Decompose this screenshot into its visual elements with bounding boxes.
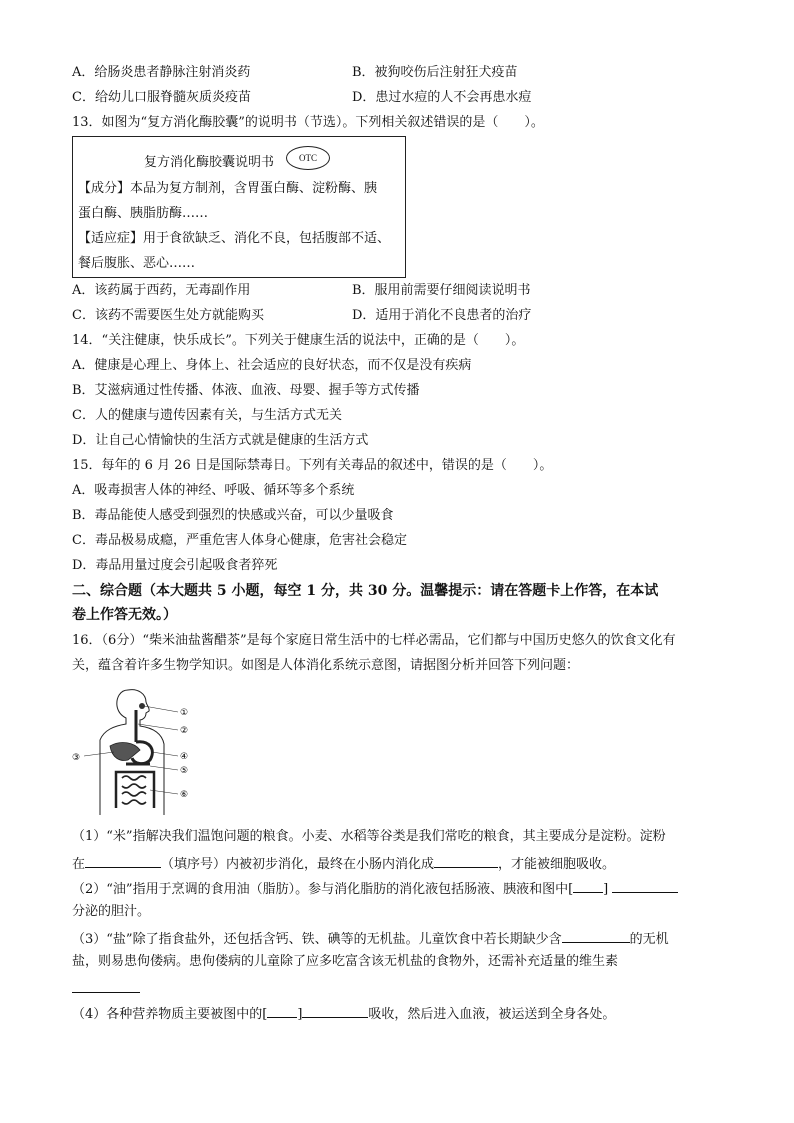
q13-option-b: B．服用前需要仔细阅读说明书 <box>352 283 531 298</box>
figure-label-1: ① <box>180 708 189 718</box>
q14-option-a: A．健康是心理上、身体上、社会适应的良好状态，而不仅是没有疾病 <box>72 358 472 373</box>
q16-part-1-line-1: （1）“米”指解决我们温饱问题的粮食。小麦、水稻等谷类是我们常吃的粮食，其主要成分是淀粉。淀粉 <box>72 829 666 844</box>
figure-label-4: ④ <box>180 752 189 762</box>
q16-part-3-line-1 <box>72 928 669 949</box>
q15-stem: 15．每年的 6 月 26 日是国际禁毒日。下列有关毒品的叙述中，错误的是（ ）。 <box>72 458 553 473</box>
answer-blank-5[interactable] <box>562 928 630 943</box>
q16-intro-line-1: 16．（6分）“柴米油盐酱醋茶”是每个家庭日常生活中的七样必需品，它们都与中国历史悠久的饮食文化有 <box>72 633 676 648</box>
answer-blank-4[interactable] <box>612 878 678 893</box>
leader-3 <box>84 752 114 756</box>
q12-option-d: D．患过水痘的人不会再患水痘 <box>352 90 532 105</box>
q12-option-c: C．给幼儿口服脊髓灰质炎疫苗 <box>72 90 251 105</box>
leaflet-title: 复方消化酶胶囊说明书 <box>144 155 275 170</box>
figure-label-2: ② <box>180 726 189 736</box>
q16-intro-line-2: 关，蕴含着许多生物学知识。如图是人体消化系统示意图，请据图分析并回答下列问题： <box>72 658 580 673</box>
section-2-heading-line-2: 卷上作答无效。） <box>72 607 177 623</box>
q14-stem: 14．“关注健康，快乐成长”。下列关于健康生活的说法中，正确的是（ ）。 <box>72 333 525 348</box>
q16-part-1-text-c: ，才能被细胞吸收。 <box>498 857 616 872</box>
q16-part-1-line-2 <box>72 853 615 874</box>
q16-part-4-text-a: （4）各种营养物质主要被图中的[ <box>72 1007 268 1022</box>
q13-option-d: D．适用于消化不良患者的治疗 <box>352 308 532 323</box>
figure-label-6: ⑥ <box>180 790 189 800</box>
leaflet-line-3: 【适应症】用于食欲缺乏、消化不良，包括腹部不适、 <box>78 231 391 246</box>
q15-option-b: B．毒品能使人感受到强烈的快感或兴奋，可以少量吸食 <box>72 508 394 523</box>
q13-option-c: C．该药不需要医生处方就能购买 <box>72 308 264 323</box>
small-intestine <box>122 776 146 804</box>
q14-option-d: D．让自己心情愉快的生活方式就是健康的生活方式 <box>72 433 369 448</box>
q14-option-b: B．艾滋病通过性传播、体液、血液、母婴、握手等方式传播 <box>72 383 420 398</box>
q16-part-2-text-a: （2）“油”指用于烹调的食用油（脂肪）。参与消化脂肪的消化液包括肠液、胰液和图中[ <box>72 882 574 897</box>
q16-part-2-line-1 <box>72 878 678 899</box>
answer-blank-7[interactable] <box>267 1003 297 1018</box>
q16-part-4-text-c: 吸收，然后进入血液，被运送到全身各处。 <box>368 1007 616 1022</box>
q12-option-b: B．被狗咬伤后注射狂犬疫苗 <box>352 65 518 80</box>
answer-blank-3[interactable] <box>573 878 603 893</box>
leaflet-line-1: 【成分】本品为复方制剂，含胃蛋白酶、淀粉酶、胰 <box>78 181 378 196</box>
q14-option-c: C．人的健康与遗传因素有关，与生活方式无关 <box>72 408 342 423</box>
answer-blank-2[interactable] <box>434 853 498 868</box>
leaflet-line-2: 蛋白酶、胰脂肪酶…… <box>78 206 209 221</box>
otc-badge: OTC <box>286 146 330 170</box>
figure-label-5: ⑤ <box>180 766 189 776</box>
q16-part-1-text-a: 在 <box>72 857 86 872</box>
answer-blank-6[interactable] <box>72 978 140 993</box>
q16-part-3-line-2: 盐，则易患佝偻病。患佝偻病的儿童除了应多吃富含该无机盐的食物外，还需补充适量的维生素 <box>72 954 619 969</box>
digestive-system-figure <box>70 680 200 820</box>
q16-part-4-line-1 <box>72 1003 615 1024</box>
liver <box>110 743 140 761</box>
answer-blank-1[interactable] <box>85 853 161 868</box>
leader-4 <box>152 752 178 756</box>
leaflet-line-4: 餐后腹胀、恶心…… <box>78 256 196 271</box>
q16-part-3-line-3 <box>72 978 140 999</box>
q15-option-d: D．毒品用量过度会引起吸食者猝死 <box>72 558 278 573</box>
q16-part-4-text-b: ] <box>297 1007 303 1022</box>
q13-stem: 13．如图为“复方消化酶胶囊”的说明书（节选）。下列相关叙述错误的是（ ）。 <box>72 115 544 130</box>
q12-option-a: A．给肠炎患者静脉注射消炎药 <box>72 65 251 80</box>
q16-part-3-text-a: （3）“盐”除了指食盐外，还包括含钙、铁、碘等的无机盐。儿童饮食中若长期缺少含 <box>72 932 562 947</box>
q13-option-a: A．该药属于西药，无毒副作用 <box>72 283 251 298</box>
figure-label-3: ③ <box>72 753 81 763</box>
q16-part-1-text-b: （填序号）内被初步消化，最终在小肠内消化成 <box>161 857 435 872</box>
answer-blank-8[interactable] <box>302 1003 368 1018</box>
q16-part-2-line-2: 分泌的胆汁。 <box>72 904 151 919</box>
q16-part-3-text-b: 的无机 <box>629 932 669 947</box>
q15-option-c: C．毒品极易成瘾，严重危害人体身心健康，危害社会稳定 <box>72 533 407 548</box>
section-2-heading-line-1: 二、综合题（本大题共 5 小题，每空 1 分，共 30 分。温馨提示：请在答题卡上作答，在本试 <box>72 583 659 599</box>
q16-part-2-text-b: ] <box>603 882 609 897</box>
q15-option-a: A．吸毒损害人体的神经、呼吸、循环等多个系统 <box>72 483 355 498</box>
